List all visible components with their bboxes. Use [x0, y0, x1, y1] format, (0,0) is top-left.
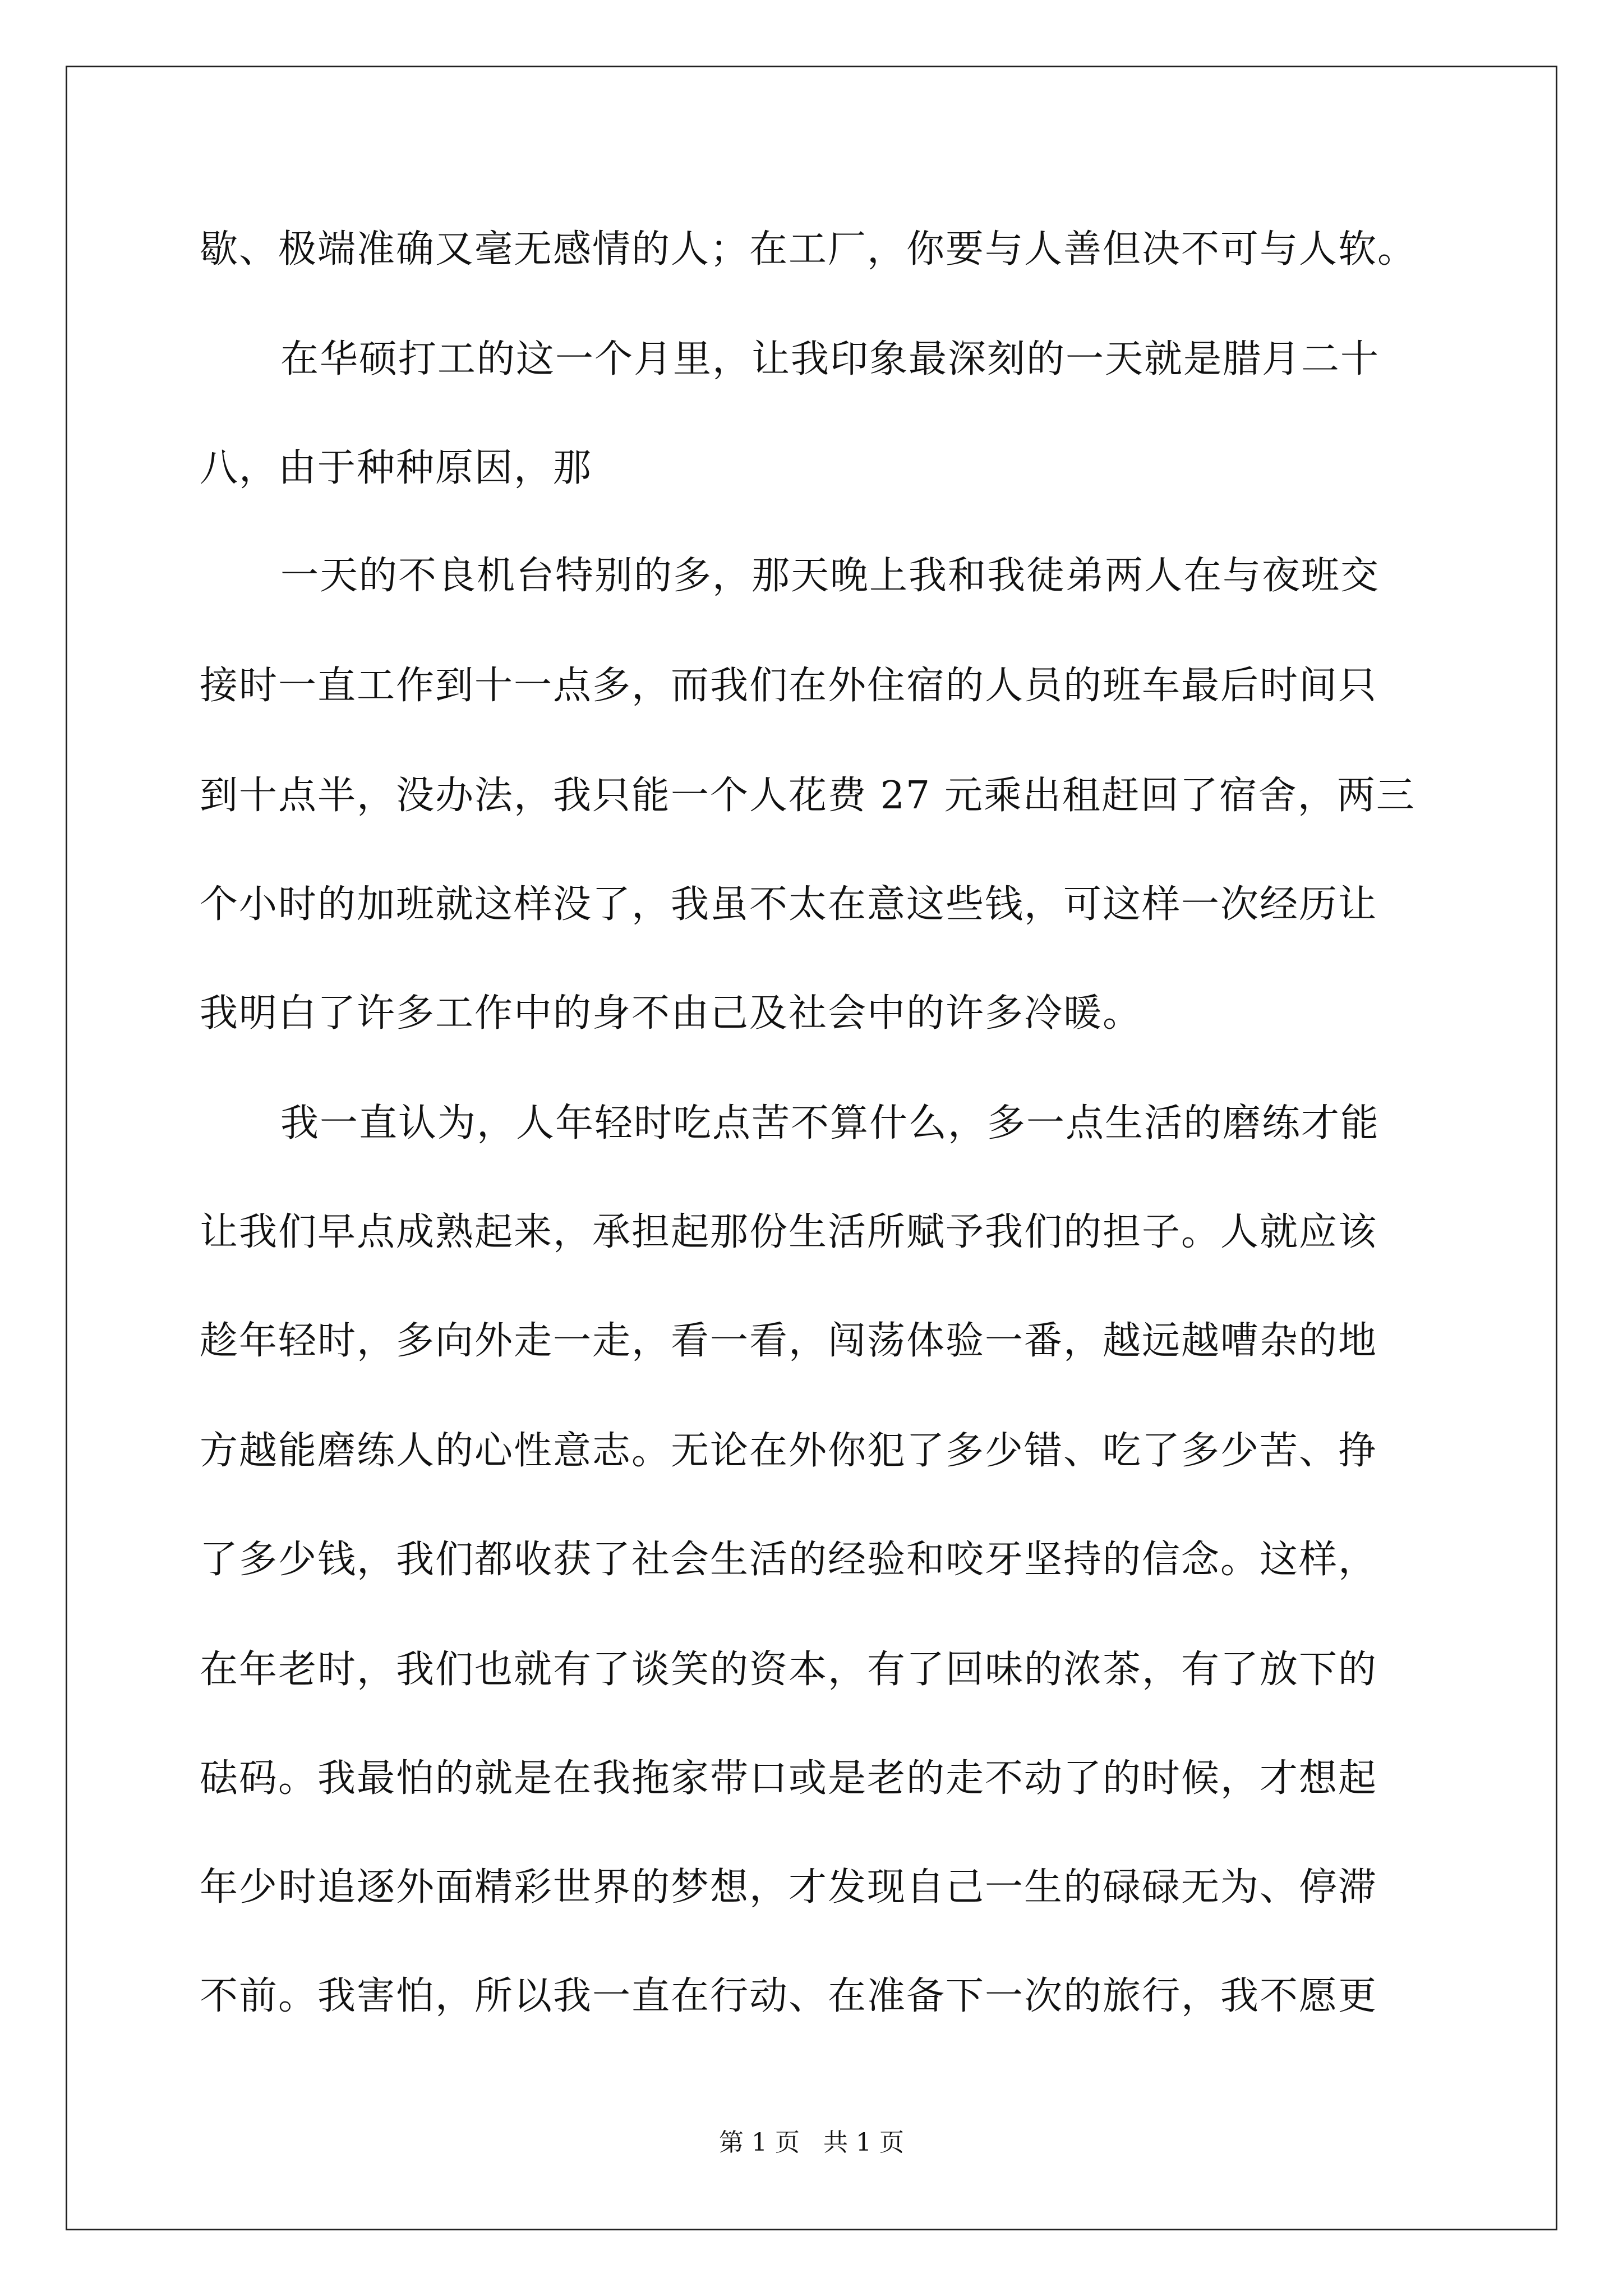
text-line: 一天的不良机台特别的多，那天晚上我和我徒弟两人在与夜班交: [280, 554, 1380, 598]
text-line: 个小时的加班就这样没了，我虽不太在意这些钱，可这样一次经历让: [200, 882, 1378, 927]
text-line: 砝码。我最怕的就是在我拖家带口或是老的走不动了的时候，才想起: [200, 1756, 1378, 1801]
text-line: 了多少钱，我们都收获了社会生活的经验和咬牙坚持的信念。这样，: [200, 1538, 1378, 1582]
text-line: 在年老时，我们也就有了谈笑的资本，有了回味的浓茶，有了放下的: [200, 1648, 1378, 1692]
text-line: 接时一直工作到十一点多，而我们在外住宿的人员的班车最后时间只: [200, 664, 1378, 708]
text-line: 让我们早点成熟起来，承担起那份生活所赋予我们的担子。人就应该: [200, 1210, 1378, 1254]
text-line: 不前。我害怕，所以我一直在行动、在准备下一次的旅行，我不愿更: [200, 1974, 1378, 2018]
text-line: 方越能磨练人的心性意志。无论在外你犯了多少错、吃了多少苦、挣: [200, 1429, 1378, 1473]
text-line: 在华硕打工的这一个月里，让我印象最深刻的一天就是腊月二十: [280, 337, 1380, 381]
text-line: 我一直认为，人年轻时吃点苦不算什么，多一点生活的磨练才能: [280, 1101, 1380, 1145]
text-line: 歇、极端准确又毫无感情的人；在工厂，你要与人善但决不可与人软。: [200, 227, 1417, 272]
page-number-footer: 第 1 页 共 1 页: [719, 2128, 904, 2157]
text-line: 趁年轻时，多向外走一走，看一看，闯荡体验一番，越远越嘈杂的地: [200, 1319, 1378, 1363]
text-line: 年少时追逐外面精彩世界的梦想，才发现自己一生的碌碌无为、停滞: [200, 1865, 1378, 1910]
text-line: 到十点半，没办法，我只能一个人花费 27 元乘出租赶回了宿舍，两三: [200, 774, 1415, 818]
text-line: 我明白了许多工作中的身不由己及社会中的许多冷暖。: [200, 991, 1142, 1036]
text-line: 八，由于种种原因，那: [200, 446, 593, 490]
